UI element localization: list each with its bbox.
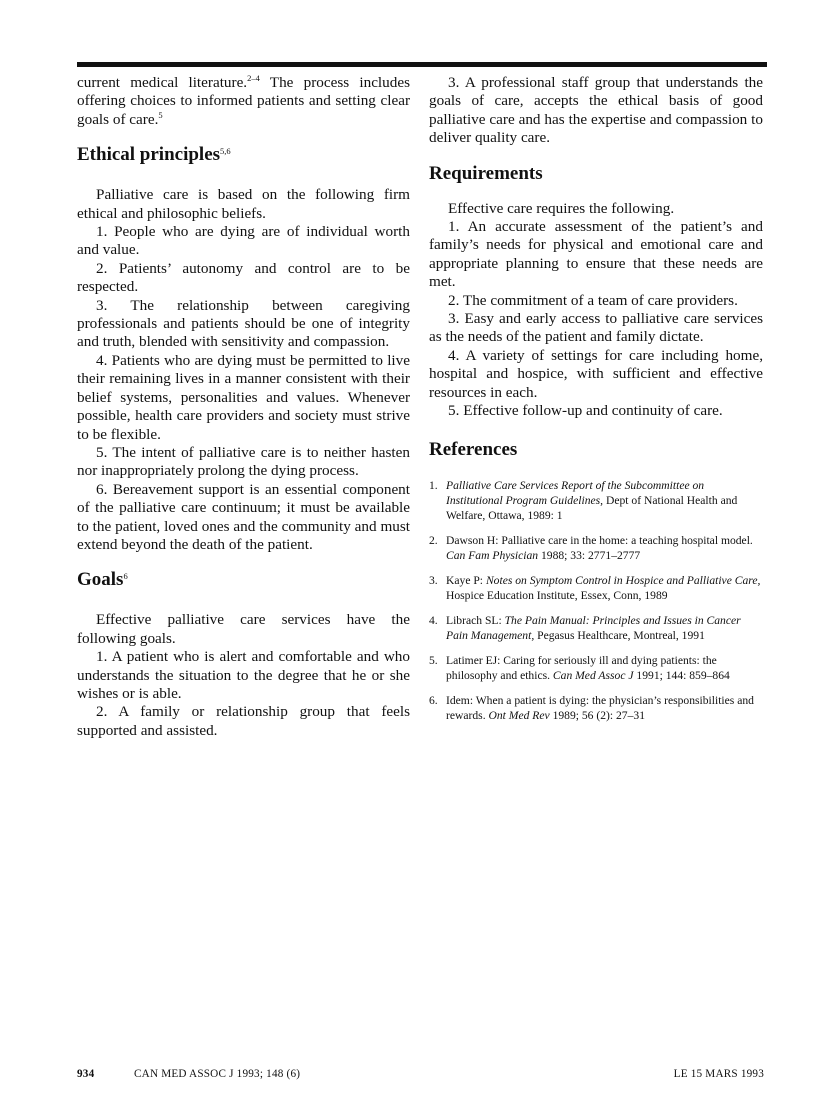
ethical-intro: Palliative care is based on the following firm ethical and philosophic beliefs. — [77, 186, 410, 222]
goals-item-1: 1. A patient who is alert and comfortable and who understands the situation to the degree that he or she wishes or is able. — [77, 648, 410, 702]
left-column — [77, 74, 410, 740]
top-rule — [77, 62, 767, 67]
reference-item: 5. Latimer EJ: Caring for seriously ill and dying patients: the philosophy and ethics. Can Med Assoc J 1991; 144: 859–864 — [429, 653, 730, 682]
ethical-item-5: 5. The intent of palliative care is to neither hasten nor inappropriately prolong the dying process. — [77, 443, 410, 480]
ethical-principles-heading: Ethical principles$^{5,6}$ — [77, 144, 231, 166]
requirements-item-4: 4. A variety of settings for care including home, hospital and hospice, with sufficient and effective resources in each. — [429, 346, 763, 401]
ethical-item-4: 4. Patients who are dying must be permitted to live their remaining lives in a manner consistent with their belief systems, personalities and values. Whenever possible, health care providers and society must strive to be flexible. — [77, 351, 410, 443]
requirements-item-5: 5. Effective follow-up and continuity of care. — [448, 402, 723, 420]
journal-citation: CAN MED ASSOC J 1993; 148 (6) — [134, 1068, 301, 1080]
requirements-item-2: 2. The commitment of a team of care providers. — [448, 291, 738, 309]
goals-item-2: 2. A family or relationship group that feels supported and assisted. — [77, 703, 410, 739]
requirements-item-1: 1. An accurate assessment of the patient’s and family’s needs for physical and emotional care and appropriate planning to ensure that these needs are met. — [429, 218, 763, 291]
reference-list — [429, 478, 763, 723]
reference-item: 3. Kaye P: Notes on Symptom Control in Hospice and Palliative Care, Hospice Education Institute, Essex, Conn, 1989 — [429, 573, 761, 602]
reference-item: 6. Idem: When a patient is dying: the physician’s responsibilities and rewards. Ont Med Rev 1989; 56 (2): 27–31 — [429, 693, 754, 722]
intro-paragraph: current medical literature.$^{2-4}$ The process includes offering choices to informed patients and setting clear goals of care.$^5$ — [77, 73, 410, 128]
requirements-intro: Effective care requires the following. — [448, 199, 675, 217]
right-column — [429, 74, 763, 723]
ethical-item-2: 2. Patients’ autonomy and control are to be respected. — [77, 259, 410, 296]
ethical-item-3: 3. The relationship between caregiving professionals and patients should be one of integrity and truth, blended with sensitivity and compassion. — [77, 296, 410, 351]
requirements-heading: Requirements — [429, 162, 543, 184]
reference-item: 4. Librach SL: The Pain Manual: Principles and Issues in Cancer Pain Management, Pegasus Healthcare, Montreal, 1991 — [429, 613, 741, 642]
reference-item: 2. Dawson H: Palliative care in the home: a teaching hospital model. Can Fam Physician 1988; 33: 2771–2777 — [429, 533, 753, 562]
goals-heading: Goals$^6$ — [77, 569, 128, 591]
ethical-item-1: 1. People who are dying are of individual worth and value. — [77, 223, 410, 259]
requirements-item-3: 3. Easy and early access to palliative care services as the needs of the patient and family dictate. — [429, 310, 763, 346]
ethical-item-6: 6. Bereavement support is an essential component of the palliative care continuum; it must be available to the patient, loved ones and the community and must extend beyond the death of the patient. — [77, 480, 410, 553]
page-number: 934 — [77, 1068, 95, 1080]
reference-item: 1. Palliative Care Services Report of the Subcommittee on Institutional Program Guidelines, Dept of National Health and Welfare, Ottawa, 1989: 1 — [429, 478, 738, 522]
goals-intro: Effective palliative care services have the following goals. — [77, 611, 410, 647]
issue-date: LE 15 MARS 1993 — [673, 1068, 764, 1080]
references-heading: References — [429, 438, 518, 460]
goals-item-3: 3. A professional staff group that understands the goals of care, accepts the ethical basis of good palliative care and has the expertise and compassion to deliver quality care. — [429, 74, 763, 147]
